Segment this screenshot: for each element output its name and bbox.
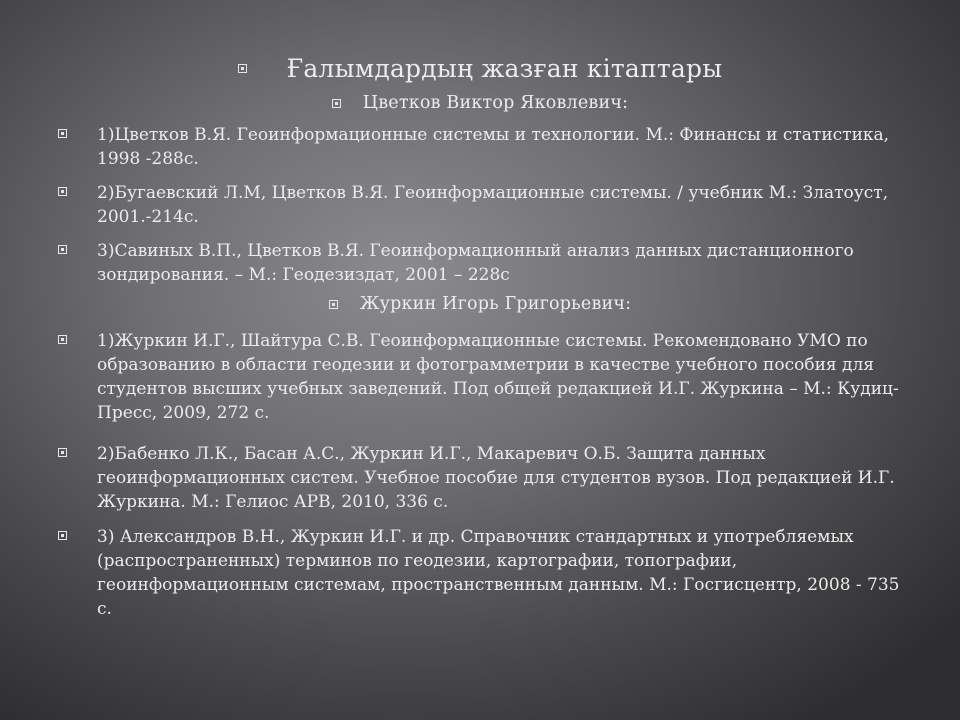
square-bullet-icon: [332, 99, 341, 108]
square-bullet-icon: [58, 245, 67, 254]
list-item: [58, 329, 918, 425]
square-bullet-icon: [58, 129, 67, 138]
author-name: Журкин Игорь Григорьевич:: [359, 294, 632, 314]
author-name: Цветков Виктор Яковлевич:: [362, 93, 629, 113]
square-bullet-icon: [58, 531, 67, 540]
author-heading-tsvetkov: [0, 90, 960, 116]
list-item: [58, 123, 918, 171]
book-reference: 2)Бугаевский Л.М, Цветков В.Я. Геоинформационные системы. / учебник М.: Златоуст, 2001.-214с.: [97, 183, 889, 227]
list-item: [58, 181, 918, 229]
book-reference: 3)Савиных В.П., Цветков В.Я. Геоинформационный анализ данных дистанционного зондирования. – М.: Геодезиздат, 2001 – 228с: [97, 241, 854, 285]
author-heading-zhurkin: [0, 291, 960, 317]
square-bullet-icon: [58, 448, 67, 457]
list-item: [58, 239, 918, 287]
list-item: [58, 442, 918, 514]
slide-title: Ғалымдардың жазған кітаптары: [286, 53, 723, 83]
book-reference: 1)Журкин И.Г., Шайтура С.В. Геоинформационные системы. Рекомендовано УМО по образованию в области геодезии и фотограмметрии в качестве учебного пособия для студентов высших учебных заведений. Под общей редакцией И.Г. Журкина – М.: Кудиц-Пресс, 2009, 272 с.: [97, 331, 899, 423]
square-bullet-icon: [58, 335, 67, 344]
book-reference: 2)Бабенко Л.К., Басан А.С., Журкин И.Г., Макаревич О.Б. Защита данных геоинформационных систем. Учебное пособие для студентов вузов. Под редакцией И.Г. Журкина. М.: Гелиос АРВ, 2010, 336 с.: [97, 444, 895, 512]
list-item: [58, 525, 918, 621]
square-bullet-icon: [329, 300, 338, 309]
book-reference: 3) Александров В.Н., Журкин И.Г. и др. Справочник стандартных и употребляемых (распространенных) терминов по геодезии, картографии, топографии, геоинформационным системам, пространственным данным. М.: Госгисцентр, 2008 - 735 с.: [97, 527, 900, 619]
slide-title-row: [0, 50, 960, 86]
book-reference: 1)Цветков В.Я. Геоинформационные системы и технологии. М.: Финансы и статистика, 1998 -288с.: [97, 125, 890, 169]
square-bullet-icon: [238, 64, 247, 73]
square-bullet-icon: [58, 187, 67, 196]
